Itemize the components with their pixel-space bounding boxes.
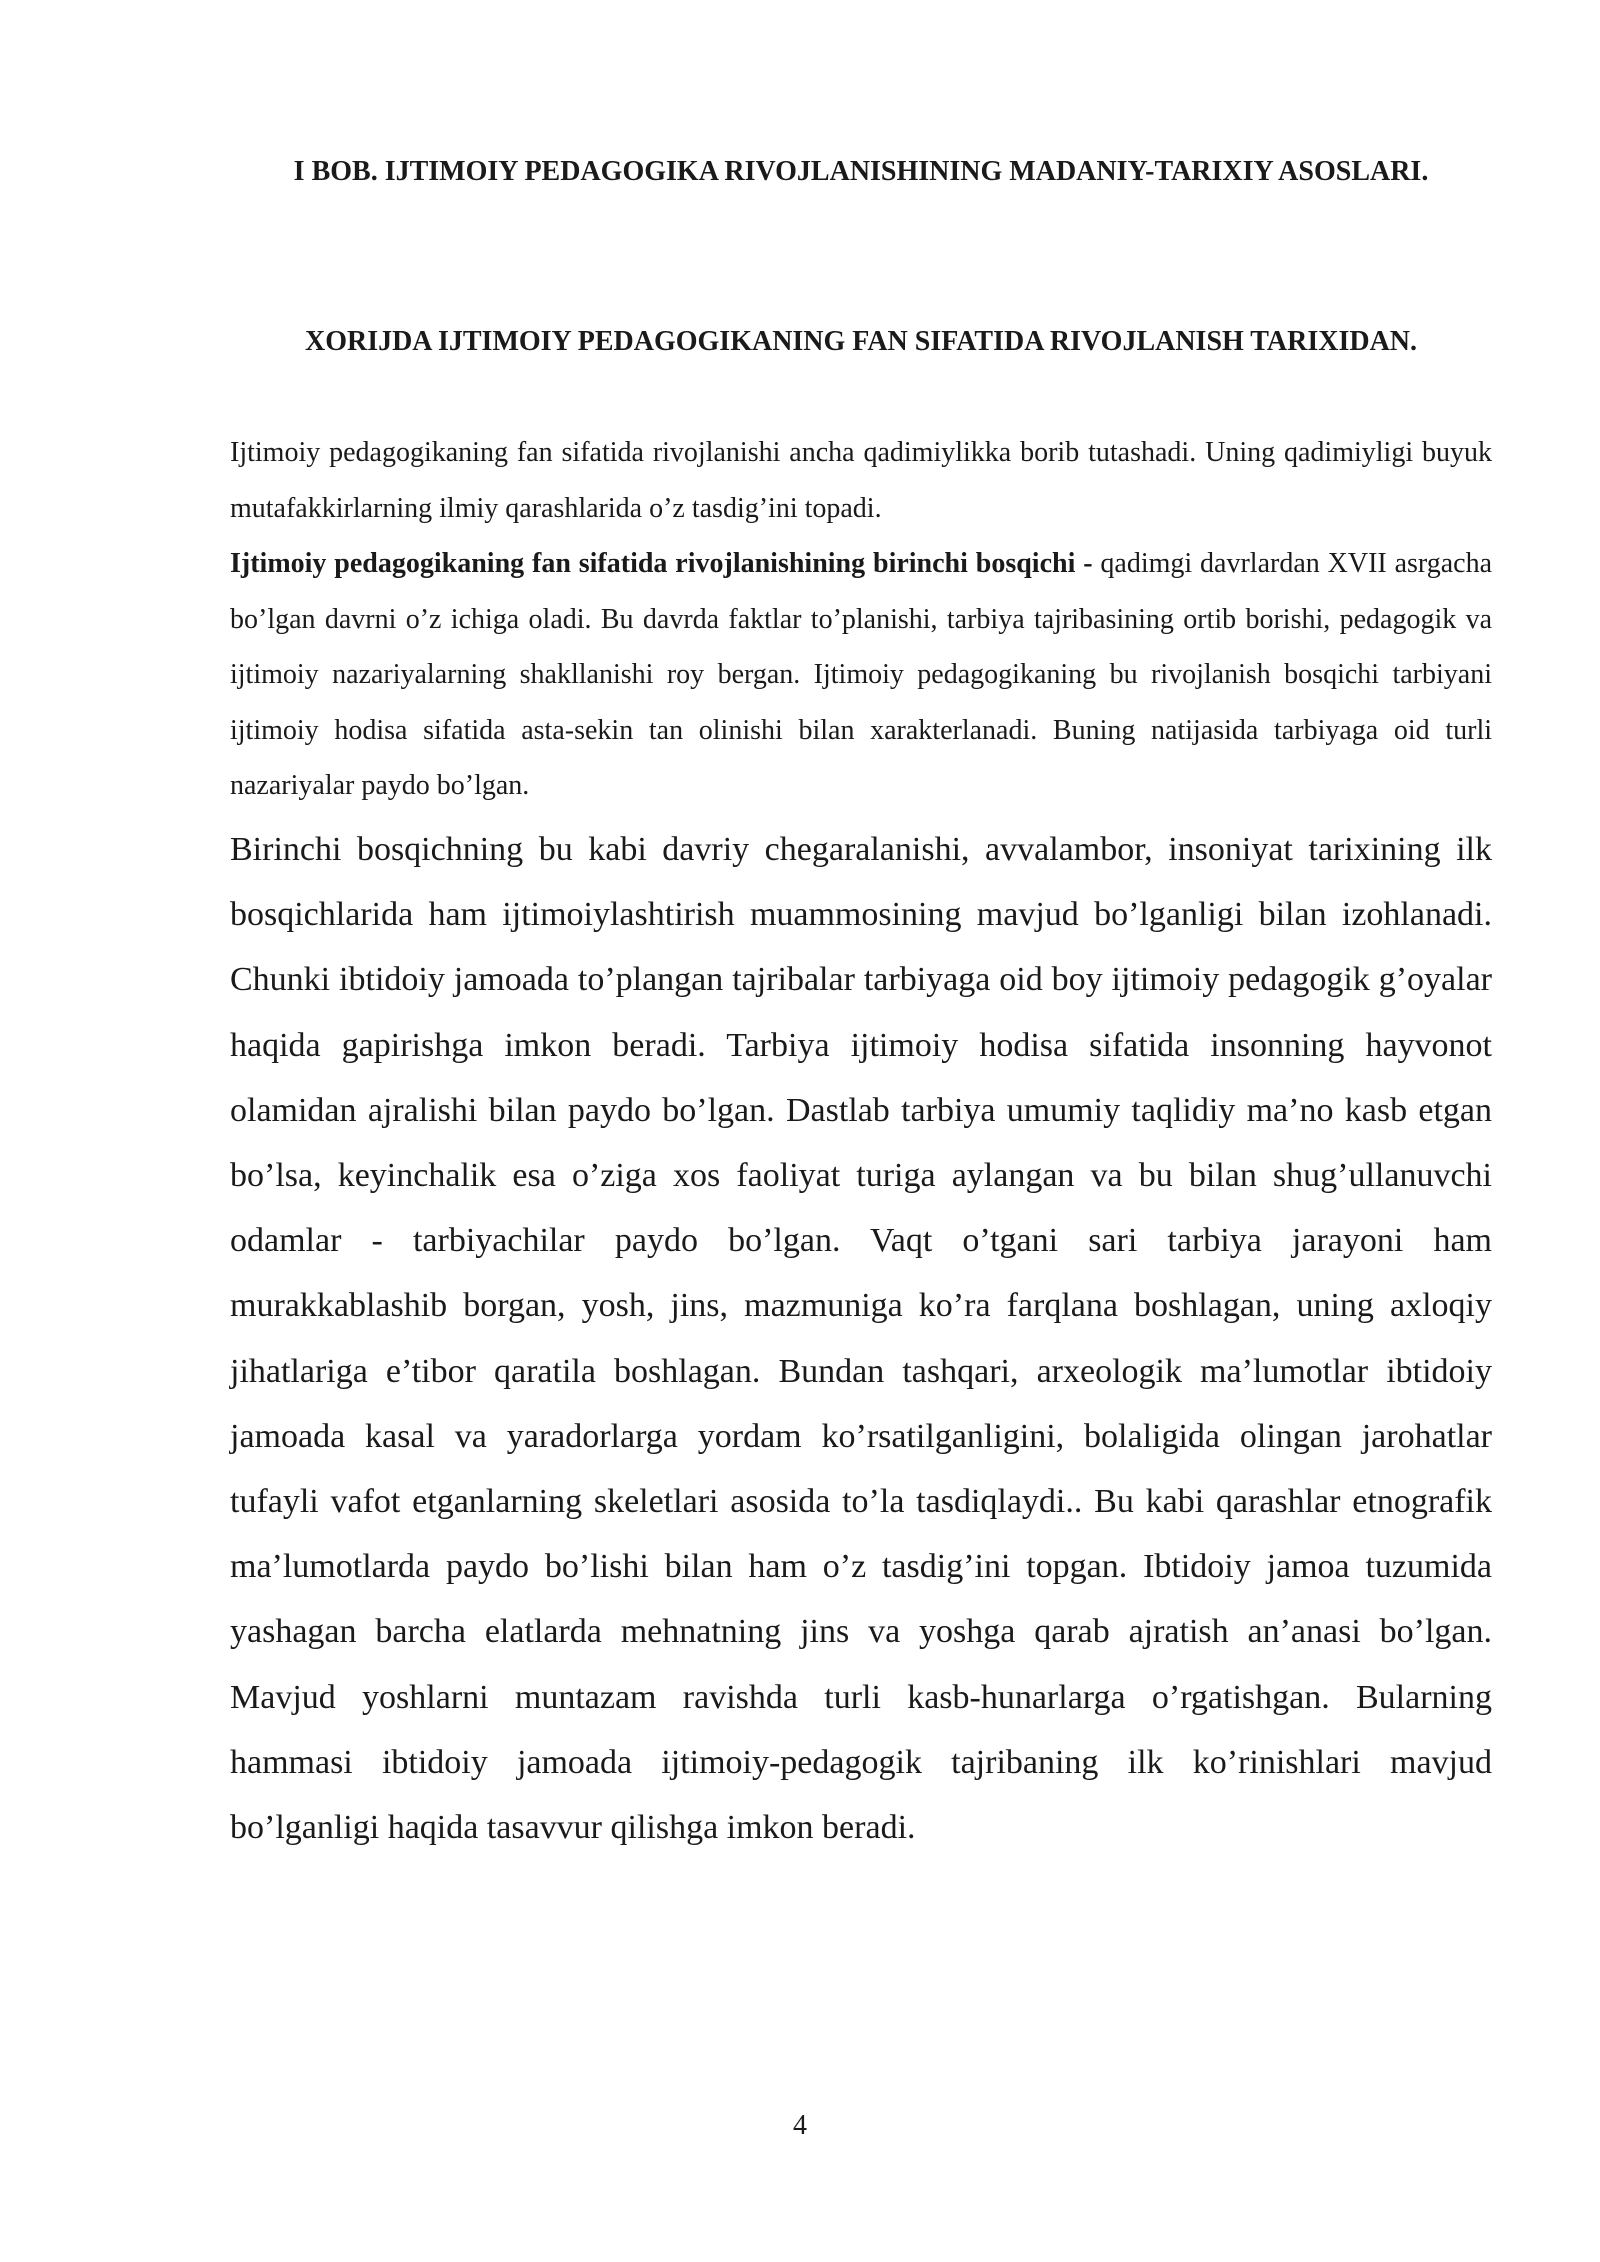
page-number: 4 bbox=[793, 2110, 807, 2141]
intro-paragraph: Ijtimoiy pedagogikaning fan sifatida rivojlanishi ancha qadimiylikka borib tutashadi. Uning qadimiyligi buyuk mutafakkirlarning ilmiy qarashlarida o’z tasdig’ini topadi. bbox=[230, 437, 1492, 524]
chapter-heading: I BOB. IJTIMOIY PEDAGOGIKA RIVOJLANISHINING MADANIY-TARIXIY ASOSLARI. bbox=[293, 156, 1429, 187]
stage-lead-text: Ijtimoiy pedagogikaning fan sifatida rivojlanishining birinchi bosqichi - bbox=[230, 548, 1093, 579]
stage-paragraph bbox=[230, 536, 1492, 814]
stage-body-text: qadimgi davrlardan XVII asrgacha bo’lgan davrni o’z ichiga oladi. Bu davrda faktlar to’planishi, tarbiya tajribasining ortib borishi, pedagogik va ijtimoiy nazariyalarning shakllanishi roy bergan. Ijtimoiy pedagogikaning bu rivojlanish bosqichi tarbiyani ijtimoiy hodisa sifatida asta-sekin tan olinishi bilan xarakterlanadi. Buning natijasida tarbiyaga oid turli nazariyalar paydo bo’lgan. bbox=[230, 548, 1493, 801]
section-heading: XORIJDA IJTIMOIY PEDAGOGIKANING FAN SIFATIDA RIVOJLANISH TARIXIDAN. bbox=[304, 326, 1418, 357]
main-paragraph: Birinchi bosqichning bu kabi davriy chegaralanishi, avvalambor, insoniyat tarixining ilk bosqichlarida ham ijtimoiylashtirish muammosining mavjud bo’lganligi bilan izohlanadi. Chunki ibtidoiy jamoada to’plangan tajribalar tarbiyaga oid boy ijtimoiy pedagogik g’oyalar haqida gapirishga imkon beradi. Tarbiya ijtimoiy hodisa sifatida insonning hayvonot olamidan ajralishi bilan paydo bo’lgan. Dastlab tarbiya umumiy taqlidiy ma’no kasb etgan bo’lsa, keyinchalik esa o’ziga xos faoliyat turiga aylangan va bu bilan shug’ullanuvchi odamlar - tarbiyachilar paydo bo’lgan. Vaqt o’tgani sari tarbiya jarayoni ham murakkablashib borgan, yosh, jins, mazmuniga ko’ra farqlana boshlagan, uning axloqiy jihatlariga e’tibor qaratila boshlagan. Bundan tashqari, arxeologik ma’lumotlar ibtidoiy jamoada kasal va yaradorlarga yordam ko’rsatilganligini, bolaligida olingan jarohatlar tufayli vafot etganlarning skeletlari asosida to’la tasdiqlaydi.. Bu kabi qarashlar etnografik ma’lumotlarda paydo bo’lishi bilan ham o’z tasdig’ini topgan. Ibtidoiy jamoa tuzumida yashagan barcha elatlarda mehnatning jins va yoshga qarab ajratish an’anasi bo’lgan. Mavjud yoshlarni muntazam ravishda turli kasb-hunarlarga o’rgatishgan. Bularning hammasi ibtidoiy jamoada ijtimoiy-pedagogik tajribaning ilk ko’rinishlari mavjud bo’lganligi haqida tasavvur qilishga imkon beradi. bbox=[230, 831, 1492, 1847]
